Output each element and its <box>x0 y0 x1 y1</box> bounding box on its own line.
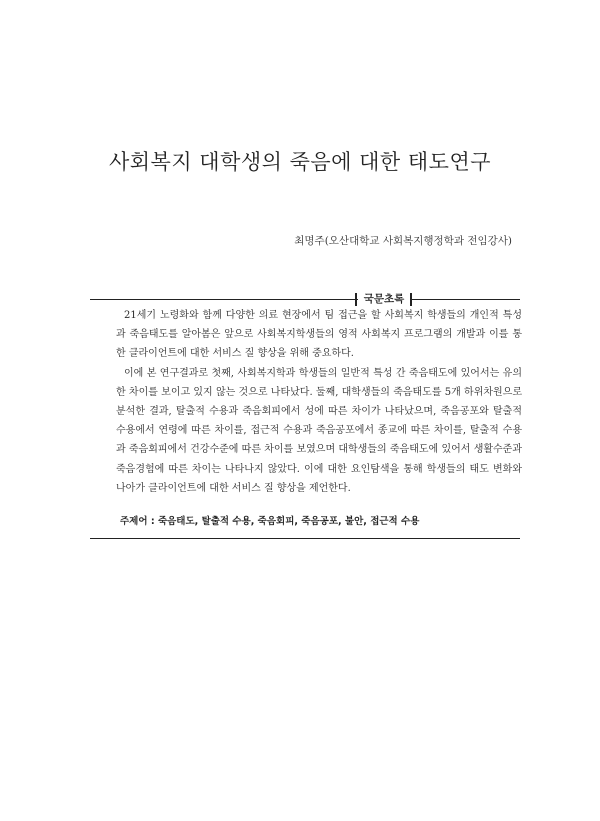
abstract-paragraph: 이에 본 연구결과로 첫째, 사회복지학과 학생들의 일반적 특성 간 죽음태도에 있어서는 유의한 차이를 보이고 있지 않는 것으로 나타났다. 둘째, 대학생들의 죽음태도를 5개 하위차원으로 분석한 결과, 탈출적 수용과 죽음회피에서 성에 따른 차이가 나타났으며, 죽음공포와 탈출적 수용에서 연령에 따른 차이를, 접근적 수용과 죽음공포에서 종교에 따른 차이를, 탈출적 수용과 죽음회피에서 건강수준에 따른 차이를 보였으며 대학생들의 죽음태도에 있어서 생활수준과 죽음경험에 따른 차이는 나타나지 않았다. 이에 대한 요인탐색을 통해 학생들의 태도 변화와 나아가 클라이언트에 대한 서비스 질 향상을 제언한다. <box>116 367 522 494</box>
abstract-body <box>116 306 522 498</box>
abstract-heading: 국문초록 <box>358 290 410 308</box>
author-affiliation: 최명주(오산대학교 사회복지행정학과 전임강사) <box>294 235 512 247</box>
keywords: 주제어 : 죽음태도, 탈출적 수용, 죽음회피, 죽음공포, 불안, 접근적 수용 <box>120 516 420 527</box>
abstract-paragraph: 21세기 노령화와 함께 다양한 의료 현장에서 팀 접근을 할 사회복지 학생들의 개인적 특성과 죽음태도를 알아봄은 앞으로 사회복지학생들의 영적 사회복지 프로그램의 개발과 이를 통한 클라이언트에 대한 서비스 질 향상을 위해 중요하다. <box>116 310 522 360</box>
abstract-top-rule <box>90 299 520 300</box>
paper-title: 사회복지 대학생의 죽음에 대한 태도연구 <box>108 150 492 174</box>
abstract-label-right-tick <box>410 293 412 306</box>
abstract-bottom-rule <box>90 538 520 539</box>
abstract-label-left-tick <box>355 293 357 306</box>
